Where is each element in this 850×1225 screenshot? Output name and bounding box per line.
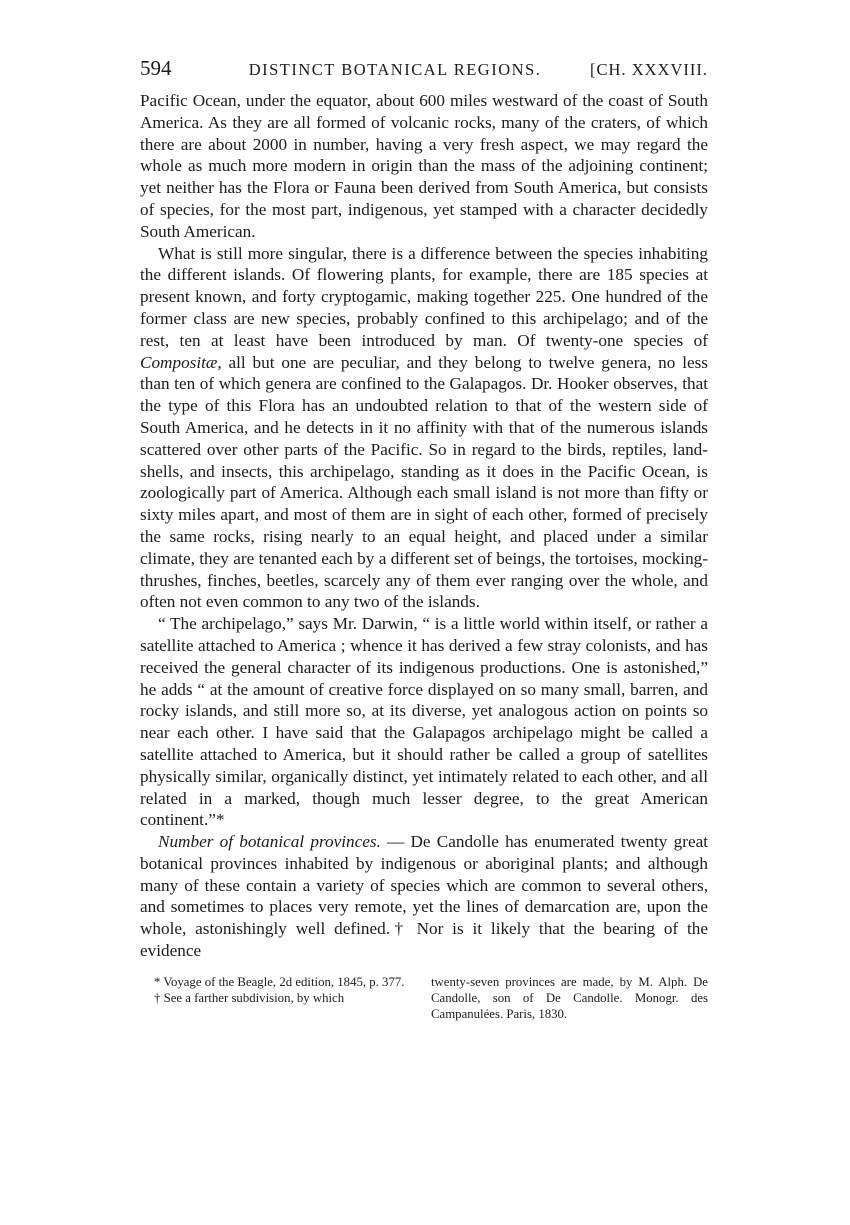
footnote-column-right	[431, 974, 708, 1022]
paragraph-1: Pacific Ocean, under the equator, about 600 miles westward of the coast of South America. As they are all formed of volcanic rocks, many of the craters, of which there are about 2000 in number, having a very fresh aspect, we may regard the whole as much more modern in origin than the mass of the adjoining continent; yet neither has the Flora or Fauna been derived from South America, but consists of species, for the most part, indigenous, yet stamped with a character decidedly South American.	[140, 91, 708, 241]
footnote-column-left	[140, 974, 417, 1022]
chapter-label: [CH. XXXVIII.	[590, 60, 708, 79]
running-head	[140, 56, 708, 86]
paragraph-2	[140, 243, 708, 614]
footnote-star: * Voyage of the Beagle, 2d edition, 1845, p. 377.	[154, 974, 405, 989]
running-title: DISTINCT BOTANICAL REGIONS.	[248, 60, 542, 79]
footnotes	[140, 974, 708, 1022]
paragraph-4	[140, 831, 708, 962]
section-heading-italic: Number of botanical provinces.	[158, 832, 381, 852]
paragraph-2-part-a: What is still more singular, there is a difference between the species inhabiting the different islands. Of flowering plants, for example, there are 185 species at present known, and forty cryptogamic, making together 225. One hundred of the former class are new species, probably confined to this archipelago; and of the rest, ten at least have been introduced by man. Of twenty-one species of	[140, 243, 708, 350]
page-number: 594	[140, 56, 172, 80]
paragraph-4-text: — De Candolle has enumerated twenty great botanical provinces inhabited by indigenous or aboriginal plants; and although many of these contain a variety of species which are common to several others, and sometimes to places very remote, yet the lines of demarcation are, upon the whole, astonishingly well defined.† Nor is it likely that the bearing of the evidence	[140, 832, 708, 961]
paragraph-2-italic: Compositæ,	[140, 352, 222, 372]
body-text	[140, 90, 708, 962]
paragraph-3: “ The archipelago,” says Mr. Darwin, “ is a little world within itself, or rather a satellite attached to America ; whence it has derived a few stray colonists, and has received the general character of its indigenous productions. One is astonished,” he adds “ at the amount of creative force displayed on so many small, barren, and rocky islands, and still more so, at its diverse, yet analogous action on points so near each other. I have said that the Galapagos archipelago might be called a satellite attached to America, but it should rather be called a group of satellites physically similar, organically distinct, yet intimately related to each other, and all related in a marked, though much lesser degree, to the great American continent.”*	[140, 614, 708, 830]
book-page	[140, 56, 708, 1022]
paragraph-2-part-b: all but one are peculiar, and they belong to twelve genera, no less than ten of which genera are confined to the Galapagos. Dr. Hooker observes, that the type of this Flora has an undoubted relation to that of the western side of South America, and he detects in it no affinity with that of the numerous islands scattered over other parts of the Pacific. So in regard to the birds, reptiles, land-shells, and insects, this archipelago, standing as it does in the Pacific Ocean, is zoologically part of America. Although each small island is not more than fifty or sixty miles apart, and most of them are in sight of each other, formed of precisely the same rocks, rising nearly to an equal height, and placed under a similar climate, they are tenanted each by a different set of beings, the tortoises, mocking-thrushes, finches, beetles, scarcely any of them ever ranging over the whole, and often not even common to any two of the islands.	[140, 352, 708, 612]
footnote-dagger: † See a farther subdivision, by which	[154, 990, 345, 1005]
footnote-dagger-continued: twenty-seven provinces are made, by M. Alph. De Candolle, son of De Candolle. Monogr. des Campanulées. Paris, 1830.	[431, 974, 708, 1021]
